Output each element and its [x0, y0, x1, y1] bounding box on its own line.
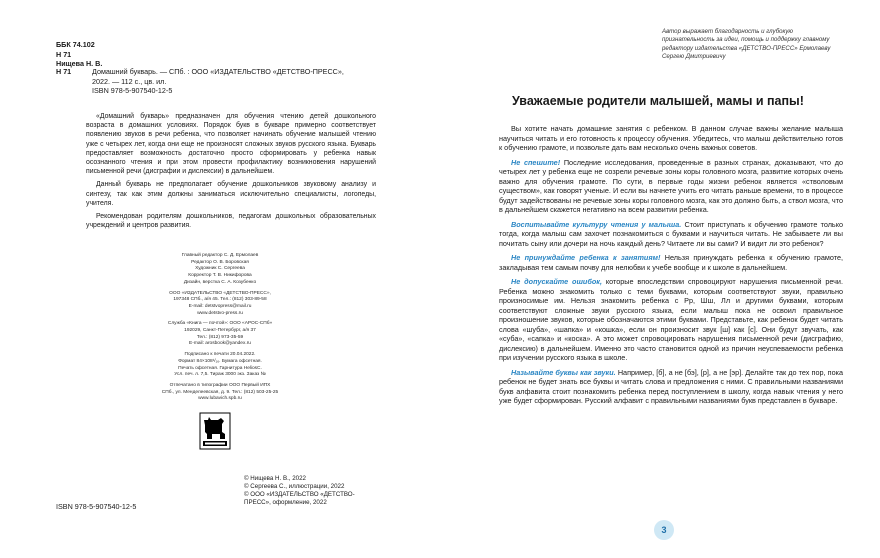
advice-body: которые впоследствии спровоцируют нарушения письменной речи. Ребенка можно знакомить только с теми буквами, которым соответствуют звуки, правильно произносимые им. Нельзя знакомить ребенка с Рр, Шш, Лл и другими буквами, которым соответствуют сложные звуки русского языка, если малыш пока не освоил правильное произношение звуков, которые обозначаются этими буквами. Представьте, как ребенок будет читать слова «шуба», «шапка» и «кошка», если он произносит звук [ш] как [с]. Они будут звучать, как «суба», «сапка» и «коска». А это может спровоцировать нарушения письменной речи (дисграфию, дислексию) в дальнейшем. Именно это часто становится одной из причин неуспеваемости ребенка при изучении русского языка в школе.	[499, 277, 844, 362]
publisher-line: ООО «ИЗДАТЕЛЬСТВО «ДЕТСТВО-ПРЕСС»,	[169, 290, 271, 296]
credit-line: Редактор О. В. Боровская	[191, 259, 249, 265]
advice-lead: Называйте буквы как звуки.	[511, 367, 616, 377]
copyright-block	[244, 475, 384, 507]
credit-line: Главный редактор С. Д. Ермолаев	[181, 253, 259, 258]
print-info-line: Усл. печ. л. 7,5. Тираж 3000 экз. Заказ №	[174, 372, 266, 378]
copyright-line: ПРЕСС», оформление, 2022	[244, 498, 327, 506]
annotation-paragraph: Данный букварь не предполагает обучение дошкольников звуковому анализу и синтезу, так как этим должны заниматься исключительно специалисты, логопеды, учителя.	[86, 181, 376, 207]
annotation-paragraph: Рекомендован родителям дошкольников, педагогам дошкольных образовательных учреждений и центров развития.	[86, 213, 376, 230]
credit-line: Художник С. Сергеева	[195, 266, 245, 272]
copyright-line: © ООО «ИЗДАТЕЛЬСТВО «ДЕТСТВО-	[244, 490, 355, 498]
advice-body: Стоит приступать к обучению грамоте только тогда, когда малыш сам захочет познакомиться с буквами и научиться читать. Не забываете ли вы почитать сыну или дочери на ночь каждый день? Читаете ли вы сами? И видит ли это ребенок?	[499, 219, 843, 248]
acknowledgment: Автор выражает благодарность и глубокую признательность за идеи, помощь и поддержку главному редактору издательства «ДЕТСТВО-ПРЕСС» Ермолаеву Сергею Дмитриевичу	[662, 28, 831, 60]
advice-lead: Не принуждайте ребенка к занятиям!	[511, 253, 661, 262]
advice-paragraph	[499, 220, 843, 249]
page-heading: Уважаемые родители малышей, мамы и папы!	[512, 94, 804, 108]
advice-text	[499, 124, 843, 411]
bibliographic-record	[56, 67, 396, 96]
copyright-line: © Сергеева С., иллюстрации, 2022	[244, 482, 345, 490]
advice-paragraph	[499, 253, 843, 272]
bib-mark: Н 71	[56, 67, 72, 76]
right-page	[440, 0, 880, 558]
advice-lead: Воспитывайте культуру чтения у малыша.	[511, 219, 682, 229]
credits-block	[140, 253, 300, 403]
copyright-line: © Нищева Н. В., 2022	[244, 475, 306, 482]
advice-lead: Не спешите!	[511, 157, 561, 167]
printer-line: СПб., ул. Менделеевская, д. 9. Тел.: (812) 503-25-25	[161, 389, 279, 395]
intro-paragraph: Вы хотите начать домашние занятия с ребенком. В данном случае важны желание малыша научиться читать и его готовность к процессу обучения. Убедитесь, что малыш действительно готов к обучению грамоте, и позвольте дать вам несколько очень важных советов.	[499, 124, 843, 152]
author-mark: Н 71	[56, 49, 72, 59]
bib-isbn-line: ISBN 978-5-907540-12-5	[92, 86, 173, 96]
bib-title-line: Домашний букварь. — СПб. : ООО «ИЗДАТЕЛЬСТВО «ДЕТСТВО-ПРЕСС»,	[92, 67, 344, 76]
mail-order-line: Служба «Книга — почтой»: ООО «АРОС-СПб»	[167, 321, 273, 327]
advice-paragraph	[499, 368, 843, 406]
isbn: ISBN 978-5-907540-12-5	[56, 502, 137, 511]
mail-order-line: 192029, Санкт-Петербург, а/я 37	[184, 328, 256, 334]
advice-body: Нельзя принуждать ребенка к обучению грамоте, закладывая тем самым почву для нелюбви к учебе вообще и к школе в дальнейшем.	[499, 253, 843, 272]
publisher-line: E-mail: detstvopress@mail.ru	[188, 303, 252, 309]
printer-line: Отпечатано в типографии ООО Первый ИПХ	[169, 382, 271, 388]
publisher-logo-icon	[198, 412, 232, 450]
mail-order-line: Тел.: (812) 973-35-59	[196, 334, 244, 340]
print-info-line: Печать офсетная. Гарнитура HeliosC.	[178, 365, 262, 371]
bbk-code: ББК 74.102	[56, 40, 95, 49]
print-info-line: Формат 84×108¹/₁₆. Бумага офсетная.	[178, 358, 262, 364]
publisher-line: 197348 СПб., а/я 45. Тел.: (812) 303-89-58	[173, 297, 267, 303]
credit-line: Корректор Т. В. Никифорова	[188, 273, 252, 279]
bib-year-line: 2022. — 112 с., цв. ил.	[92, 76, 167, 86]
page-number: 3	[654, 520, 674, 540]
print-info-line: Подписано к печати 20.04.2022.	[184, 352, 256, 358]
advice-paragraph	[499, 277, 843, 363]
publisher-line: www.detstvo-press.ru	[197, 310, 243, 316]
author-name: Нищева Н. В.	[56, 59, 103, 68]
annotation	[86, 112, 376, 234]
credit-line: Дизайн, верстка С. А. Козубенко	[183, 279, 257, 285]
advice-lead: Не допускайте ошибок,	[511, 277, 602, 286]
mail-order-line: E-mail: arosbook@yandex.ru	[189, 341, 251, 347]
annotation-paragraph: «Домашний букварь» предназначен для обучения чтению детей дошкольного возраста в домашних условиях. Порядок букв в букваре примерно соответствует появлению звуков в речи ребенка, что позволяет начинать обучение малышей чтению уже с четырех лет, когда они еще не произносят сложных звуков русского языка. Букварь предоставляет возможность достаточно просто сформировать у ребенка навык осознанного чтения и при этом провести профилактику возникновения нарушений письменной речи (дисграфии и дислексии) в дальнейшем.	[86, 113, 376, 176]
printer-line: www.lubavich.spb.ru	[198, 396, 242, 402]
advice-body: Последние исследования, проведенные в разных странах, доказывают, что до четырех лет у ребенка еще не созрели речевые зоны коры головного мозга, развитие которых очень важно для обучения грамоте. По сути, в первые годы жизни ребенок является «стволовым существом», как говорят ученые. И если вы начнете учить его читать раньше времени, то в процессе будут задействованы не речевые зоны коры головного мозга, как это должно быть, а ствол мозга, что в дальнейшем скажется негативно на всем развитии ребенка.	[499, 157, 843, 214]
advice-body: Например, [б], а не [бэ], [р], а не [эр]. Делайте так до тех пор, пока ребенок не будет знать все буквы и читать слова и предложения с ними. С правильными названиями букв алфавита стоит познакомить ребенка перед поступлением в школу, когда навык чтения у него уже будет сформирован. Русский алфавит с правильными названиями букв представлен в букваре.	[499, 367, 843, 405]
bbk-block	[56, 40, 102, 69]
advice-paragraph	[499, 158, 843, 215]
